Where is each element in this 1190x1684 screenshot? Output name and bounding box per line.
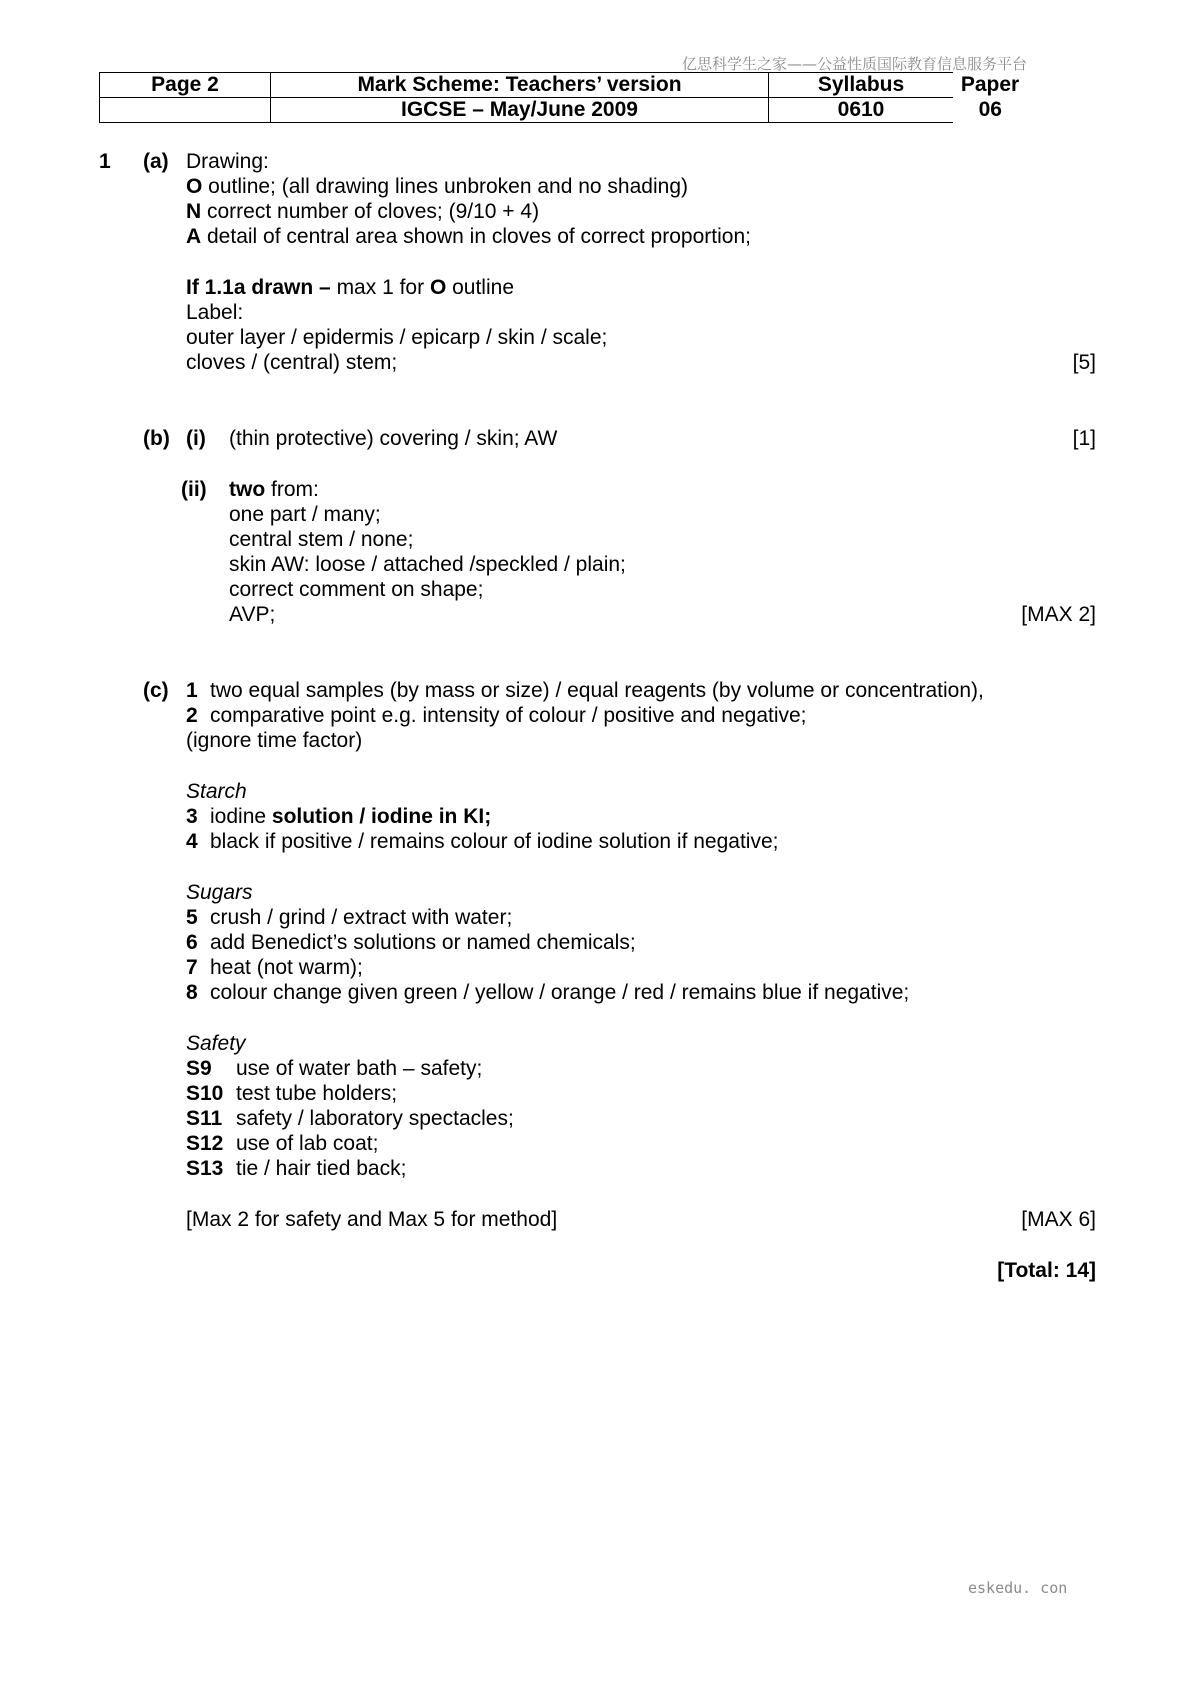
point-text: two equal samples (by mass or size) / equal reagents (by volume or concentration), [210, 679, 984, 702]
total-mark: [Total: 14] [997, 1259, 1096, 1282]
header-syllabus-label: Syllabus [769, 73, 954, 98]
part-a-line-2 [186, 174, 688, 199]
point-text: colour change given green / yellow / orange / red / remains blue if negative; [210, 981, 910, 1004]
point-text: use of lab coat; [236, 1132, 379, 1155]
list-item: correct comment on shape; [229, 578, 484, 601]
subheading-sugars: Sugars [186, 881, 253, 904]
point-number: 8 [186, 981, 198, 1004]
part-b-ii-mark: [MAX 2] [1021, 603, 1096, 626]
point-text-plain: iodine [210, 805, 272, 828]
part-b-i-label: (i) [186, 427, 206, 450]
part-c-mark: [MAX 6] [1021, 1208, 1096, 1231]
criterion-text: correct number of cloves; (9/10 + 4) [201, 200, 540, 223]
point-number: 7 [186, 956, 198, 979]
part-a-line-6: Label: [186, 301, 244, 324]
watermark: 亿思科学生之家——公益性质国际教育信息服务平台 [682, 55, 1028, 73]
part-a-mark: [5] [1072, 351, 1096, 374]
point-note: (ignore time factor) [186, 729, 363, 752]
criterion-key: A [186, 225, 202, 248]
point-number: 3 [186, 805, 198, 828]
point-number: S9 [186, 1057, 212, 1080]
criterion-text: detail of central area shown in cloves of correct proportion; [201, 225, 751, 248]
part-c-label: (c) [143, 679, 169, 702]
max-note: [Max 2 for safety and Max 5 for method] [186, 1208, 558, 1231]
header-table [99, 72, 1028, 123]
point-text: black if positive / remains colour of iodine solution if negative; [210, 830, 779, 853]
part-a-line-7: outer layer / epidermis / epicarp / skin / scale; [186, 326, 608, 349]
point-text: tie / hair tied back; [236, 1157, 407, 1180]
point-number: 2 [186, 704, 198, 727]
criterion-key: O [186, 175, 203, 198]
part-b-ii-intro [229, 477, 319, 502]
part-b-i-mark: [1] [1072, 427, 1096, 450]
point-number: 1 [186, 679, 198, 702]
header-title: Mark Scheme: Teachers’ version [271, 73, 769, 98]
criterion-key: N [186, 200, 202, 223]
criterion-text: outline; (all drawing lines unbroken and no shading) [202, 175, 688, 198]
point-number: 5 [186, 906, 198, 929]
point-text: safety / laboratory spectacles; [236, 1107, 514, 1130]
part-b-ii-label: (ii) [181, 478, 207, 501]
header-paper: 06 [978, 98, 1002, 121]
point-text-bold: solution / iodine in KI; [271, 805, 492, 828]
header-empty-cell [100, 98, 271, 123]
footer-site: eskedu. con [968, 1579, 1068, 1597]
part-a-line-1: Drawing: [186, 150, 269, 173]
header-paper-label: Paper [960, 73, 1020, 96]
subheading-starch: Starch [186, 780, 247, 803]
subheading-safety: Safety [186, 1032, 246, 1055]
note-key: O [429, 276, 447, 299]
question-number: 1 [99, 150, 111, 173]
point-text: add Benedict’s solutions or named chemicals; [210, 931, 636, 954]
two-bold: two [229, 478, 266, 501]
point-text: crush / grind / extract with water; [210, 906, 513, 929]
part-b-i-text: (thin protective) covering / skin; AW [229, 427, 558, 450]
list-item: skin AW: loose / attached /speckled / plain; [229, 553, 626, 576]
point-number: S11 [186, 1107, 223, 1130]
point-text: comparative point e.g. intensity of colour / positive and negative; [210, 704, 807, 727]
note-bold: If 1.1a drawn – [186, 276, 331, 299]
point-text [210, 804, 491, 829]
point-number: 6 [186, 931, 198, 954]
part-a-line-3 [186, 199, 539, 224]
note-end: outline [446, 276, 514, 299]
part-a-line-4 [186, 224, 751, 249]
point-text: use of water bath – safety; [236, 1057, 483, 1080]
list-item: one part / many; [229, 503, 381, 526]
part-b-label: (b) [143, 427, 170, 450]
from-text: from: [265, 478, 319, 501]
point-text: test tube holders; [236, 1082, 398, 1105]
part-a-label: (a) [143, 150, 169, 173]
point-text: heat (not warm); [210, 956, 363, 979]
header-exam: IGCSE – May/June 2009 [271, 98, 769, 123]
note-text: max 1 for [330, 276, 430, 299]
point-number: S12 [186, 1132, 224, 1155]
point-number: S10 [186, 1082, 224, 1105]
list-item: AVP; [229, 603, 276, 626]
list-item: central stem / none; [229, 528, 414, 551]
part-a-line-8: cloves / (central) stem; [186, 351, 398, 374]
header-page: Page 2 [100, 73, 271, 98]
point-number: 4 [186, 830, 198, 853]
header-syllabus: 0610 [769, 98, 954, 123]
point-number: S13 [186, 1157, 224, 1180]
part-a-line-5 [186, 275, 514, 300]
